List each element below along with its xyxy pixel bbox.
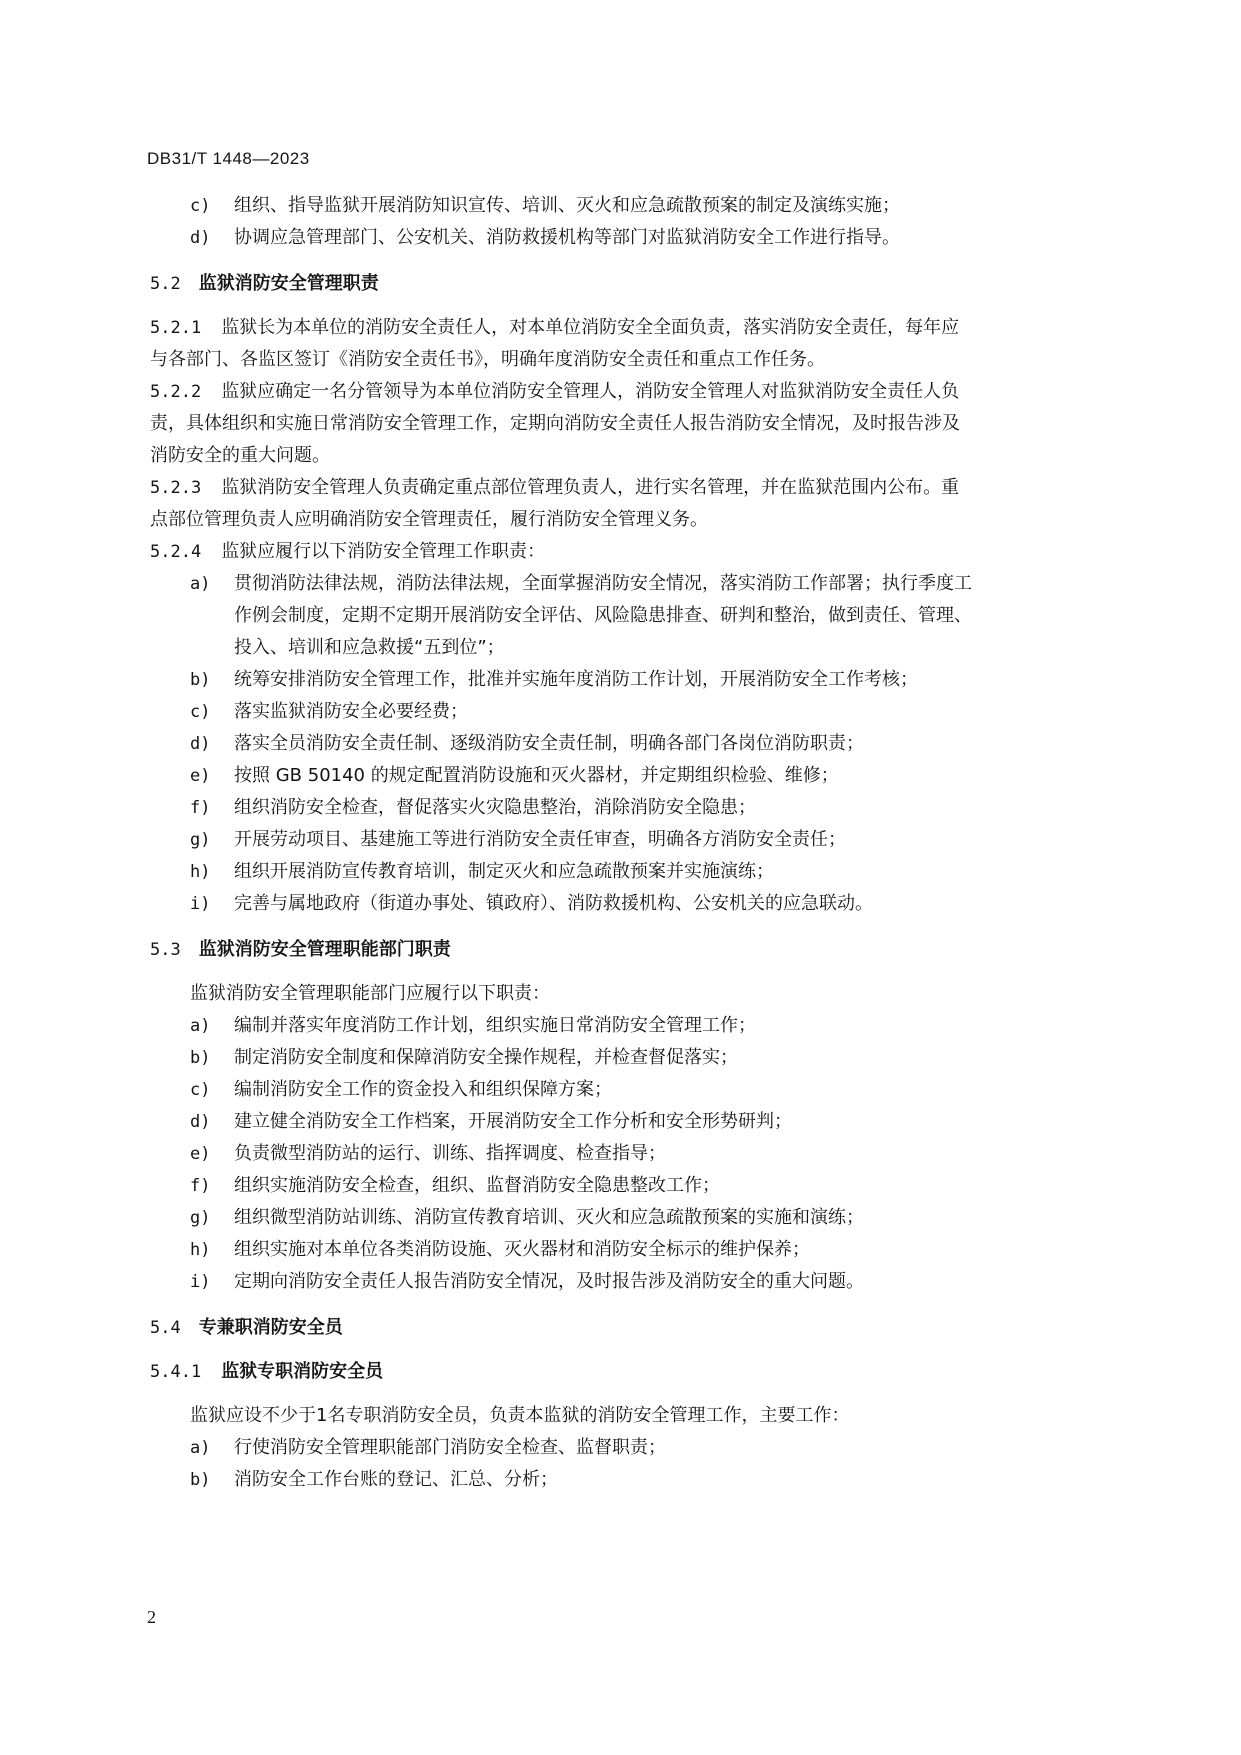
list-item [150, 696, 1120, 728]
list-text: 编制并落实年度消防工作计划，组织实施日常消防安全管理工作； [234, 1015, 756, 1036]
list-text: 组织开展消防宣传教育培训，制定灭火和应急疏散预案并实施演练； [234, 861, 774, 882]
document-code: DB31/T 1448—2023 [147, 149, 310, 168]
list-item [150, 888, 1120, 920]
clause-line [150, 472, 1120, 504]
clause-line: 责，具体组织和实施日常消防安全管理工作，定期向消防安全责任人报告消防安全情况，及时报告涉及 [150, 413, 960, 434]
list-text: 组织微型消防站训练、消防宣传教育培训、灭火和应急疏散预案的实施和演练； [234, 1207, 864, 1228]
list-label: f) [190, 1176, 211, 1196]
list-item [150, 664, 1120, 696]
clause-5-2-3 [150, 472, 1120, 536]
clause-text: 监狱应履行以下消防安全管理工作职责： [221, 541, 546, 562]
list-text: 建立健全消防安全工作档案，开展消防安全工作分析和安全形势研判； [234, 1111, 792, 1132]
list-text: 负责微型消防站的运行、训练、指挥调度、检查指导； [234, 1143, 666, 1164]
section-title: 监狱消防安全管理职责 [198, 273, 379, 294]
list-label: h) [190, 862, 211, 882]
list-item [150, 856, 1120, 888]
list-label: b) [190, 670, 211, 690]
list-item [150, 728, 1120, 760]
list-item [150, 1042, 1120, 1074]
list-item [150, 1464, 1120, 1496]
list-label: g) [190, 1208, 211, 1228]
list-text: 开展劳动项目、基建施工等进行消防安全责任审查，明确各方消防安全责任； [234, 829, 846, 850]
list-text: 完善与属地政府（街道办事处、镇政府）、消防救援机构、公安机关的应急联动。 [234, 893, 873, 914]
list-label: f) [190, 798, 211, 818]
clause-5-2-2 [150, 376, 1120, 472]
list-text: 行使消防安全管理职能部门消防安全检查、监督职责； [234, 1437, 666, 1458]
clause-number: 5.2.4 [150, 542, 202, 562]
list-label: c) [190, 196, 211, 216]
list-text: 消防安全工作台账的登记、汇总、分析； [234, 1469, 558, 1490]
list-text: 按照 GB 50140 的规定配置消防设施和灭火器材，并定期组织检验、维修； [234, 765, 839, 786]
clause-line: 消防安全的重大问题。 [150, 445, 330, 466]
list-text: 组织消防安全检查，督促落实火灾隐患整治，消除消防安全隐患； [234, 797, 756, 818]
list-item [150, 222, 1120, 254]
clause-text: 监狱消防安全管理人负责确定重点部位管理负责人，进行实名管理，并在监狱范围内公布。重 [221, 477, 960, 498]
list-label: d) [190, 228, 211, 248]
list-label: a) [190, 1438, 211, 1458]
list-continuation: 作例会制度，定期不定期开展消防安全评估、风险隐患排查、研判和整治，做到责任、管理、 [234, 605, 972, 626]
paragraph: 监狱消防安全管理职能部门应履行以下职责： [190, 983, 550, 1004]
list-item [150, 824, 1120, 856]
section-title: 监狱消防安全管理职能部门职责 [198, 939, 451, 960]
list-text: 制定消防安全制度和保障消防安全操作规程，并检查督促落实； [234, 1047, 738, 1068]
list-label: c) [190, 702, 211, 722]
clause-line [150, 536, 1120, 568]
list-item [150, 1106, 1120, 1138]
clause-line: 点部位管理负责人应明确消防安全管理责任，履行消防安全管理义务。 [150, 509, 708, 530]
list-label: g) [190, 830, 211, 850]
section-number: 5.3 [150, 940, 181, 960]
list-item [150, 1266, 1120, 1298]
list-text: 组织实施对本单位各类消防设施、灭火器材和消防安全标示的维护保养； [234, 1239, 810, 1260]
list-text: 组织、指导监狱开展消防知识宣传、培训、灭火和应急疏散预案的制定及演练实施； [234, 195, 900, 216]
list-label: d) [190, 734, 211, 754]
section-title: 监狱专职消防安全员 [221, 1361, 384, 1382]
list-text: 编制消防安全工作的资金投入和组织保障方案； [234, 1079, 612, 1100]
clause-5-2-1 [150, 312, 1120, 376]
list-text: 统筹安排消防安全管理工作，批准并实施年度消防工作计划，开展消防安全工作考核； [234, 669, 918, 690]
list-item [150, 1074, 1120, 1106]
list-item [150, 1432, 1120, 1464]
list-item [150, 1138, 1120, 1170]
list-label: i) [190, 894, 211, 914]
list-item [150, 792, 1120, 824]
list-text: 协调应急管理部门、公安机关、消防救援机构等部门对监狱消防安全工作进行指导。 [234, 227, 900, 248]
section-number: 5.4.1 [150, 1362, 202, 1382]
clause-line [150, 312, 1120, 344]
clause-line: 与各部门、各监区签订《消防安全责任书》，明确年度消防安全责任和重点工作任务。 [150, 349, 825, 370]
list-text: 组织实施消防安全检查，组织、监督消防安全隐患整改工作； [234, 1175, 720, 1196]
paragraph: 监狱应设不少于1名专职消防安全员，负责本监狱的消防安全管理工作，主要工作： [190, 1405, 850, 1426]
section-title: 专兼职消防安全员 [198, 1317, 343, 1338]
list-label: b) [190, 1470, 211, 1490]
list-label: e) [190, 1144, 211, 1164]
clause-line [150, 376, 1120, 408]
list-label: c) [190, 1080, 211, 1100]
list-label: a) [190, 574, 211, 594]
list-label: d) [190, 1112, 211, 1132]
list-text: 贯彻消防法律法规，消防法律法规，全面掌握消防安全情况，落实消防工作部署；执行季度工 [234, 573, 972, 594]
section-heading-5-4-1 [150, 1356, 1120, 1388]
document-body [150, 190, 1120, 1496]
section-heading-5-2 [150, 268, 1120, 300]
clause-number: 5.2.2 [150, 382, 202, 402]
clause-text: 监狱长为本单位的消防安全责任人，对本单位消防安全全面负责，落实消防安全责任，每年应 [221, 317, 960, 338]
clause-number: 5.2.3 [150, 478, 202, 498]
page-number: 2 [147, 1607, 156, 1627]
list-label: e) [190, 766, 211, 786]
section-heading-5-4 [150, 1312, 1120, 1344]
list-item [150, 1170, 1120, 1202]
clause-5-2-4 [150, 536, 1120, 568]
section-heading-5-3 [150, 934, 1120, 966]
list-item [150, 1234, 1120, 1266]
list-continuation: 投入、培训和应急救援“五到位”； [234, 637, 505, 658]
list-label: h) [190, 1240, 211, 1260]
section-number: 5.2 [150, 274, 181, 294]
list-text: 落实监狱消防安全必要经费； [234, 701, 468, 722]
list-label: a) [190, 1016, 211, 1036]
list-text: 落实全员消防安全责任制、逐级消防安全责任制，明确各部门各岗位消防职责； [234, 733, 864, 754]
clause-text: 监狱应确定一名分管领导为本单位消防安全管理人，消防安全管理人对监狱消防安全责任人负 [221, 381, 960, 402]
list-item [150, 1010, 1120, 1042]
list-label: b) [190, 1048, 211, 1068]
section-number: 5.4 [150, 1318, 181, 1338]
list-item [150, 760, 1120, 792]
list-text: 定期向消防安全责任人报告消防安全情况，及时报告涉及消防安全的重大问题。 [234, 1271, 864, 1292]
list-item [150, 190, 1120, 222]
clause-number: 5.2.1 [150, 318, 202, 338]
list-item [150, 1202, 1120, 1234]
list-label: i) [190, 1272, 211, 1292]
list-item [150, 568, 1120, 600]
